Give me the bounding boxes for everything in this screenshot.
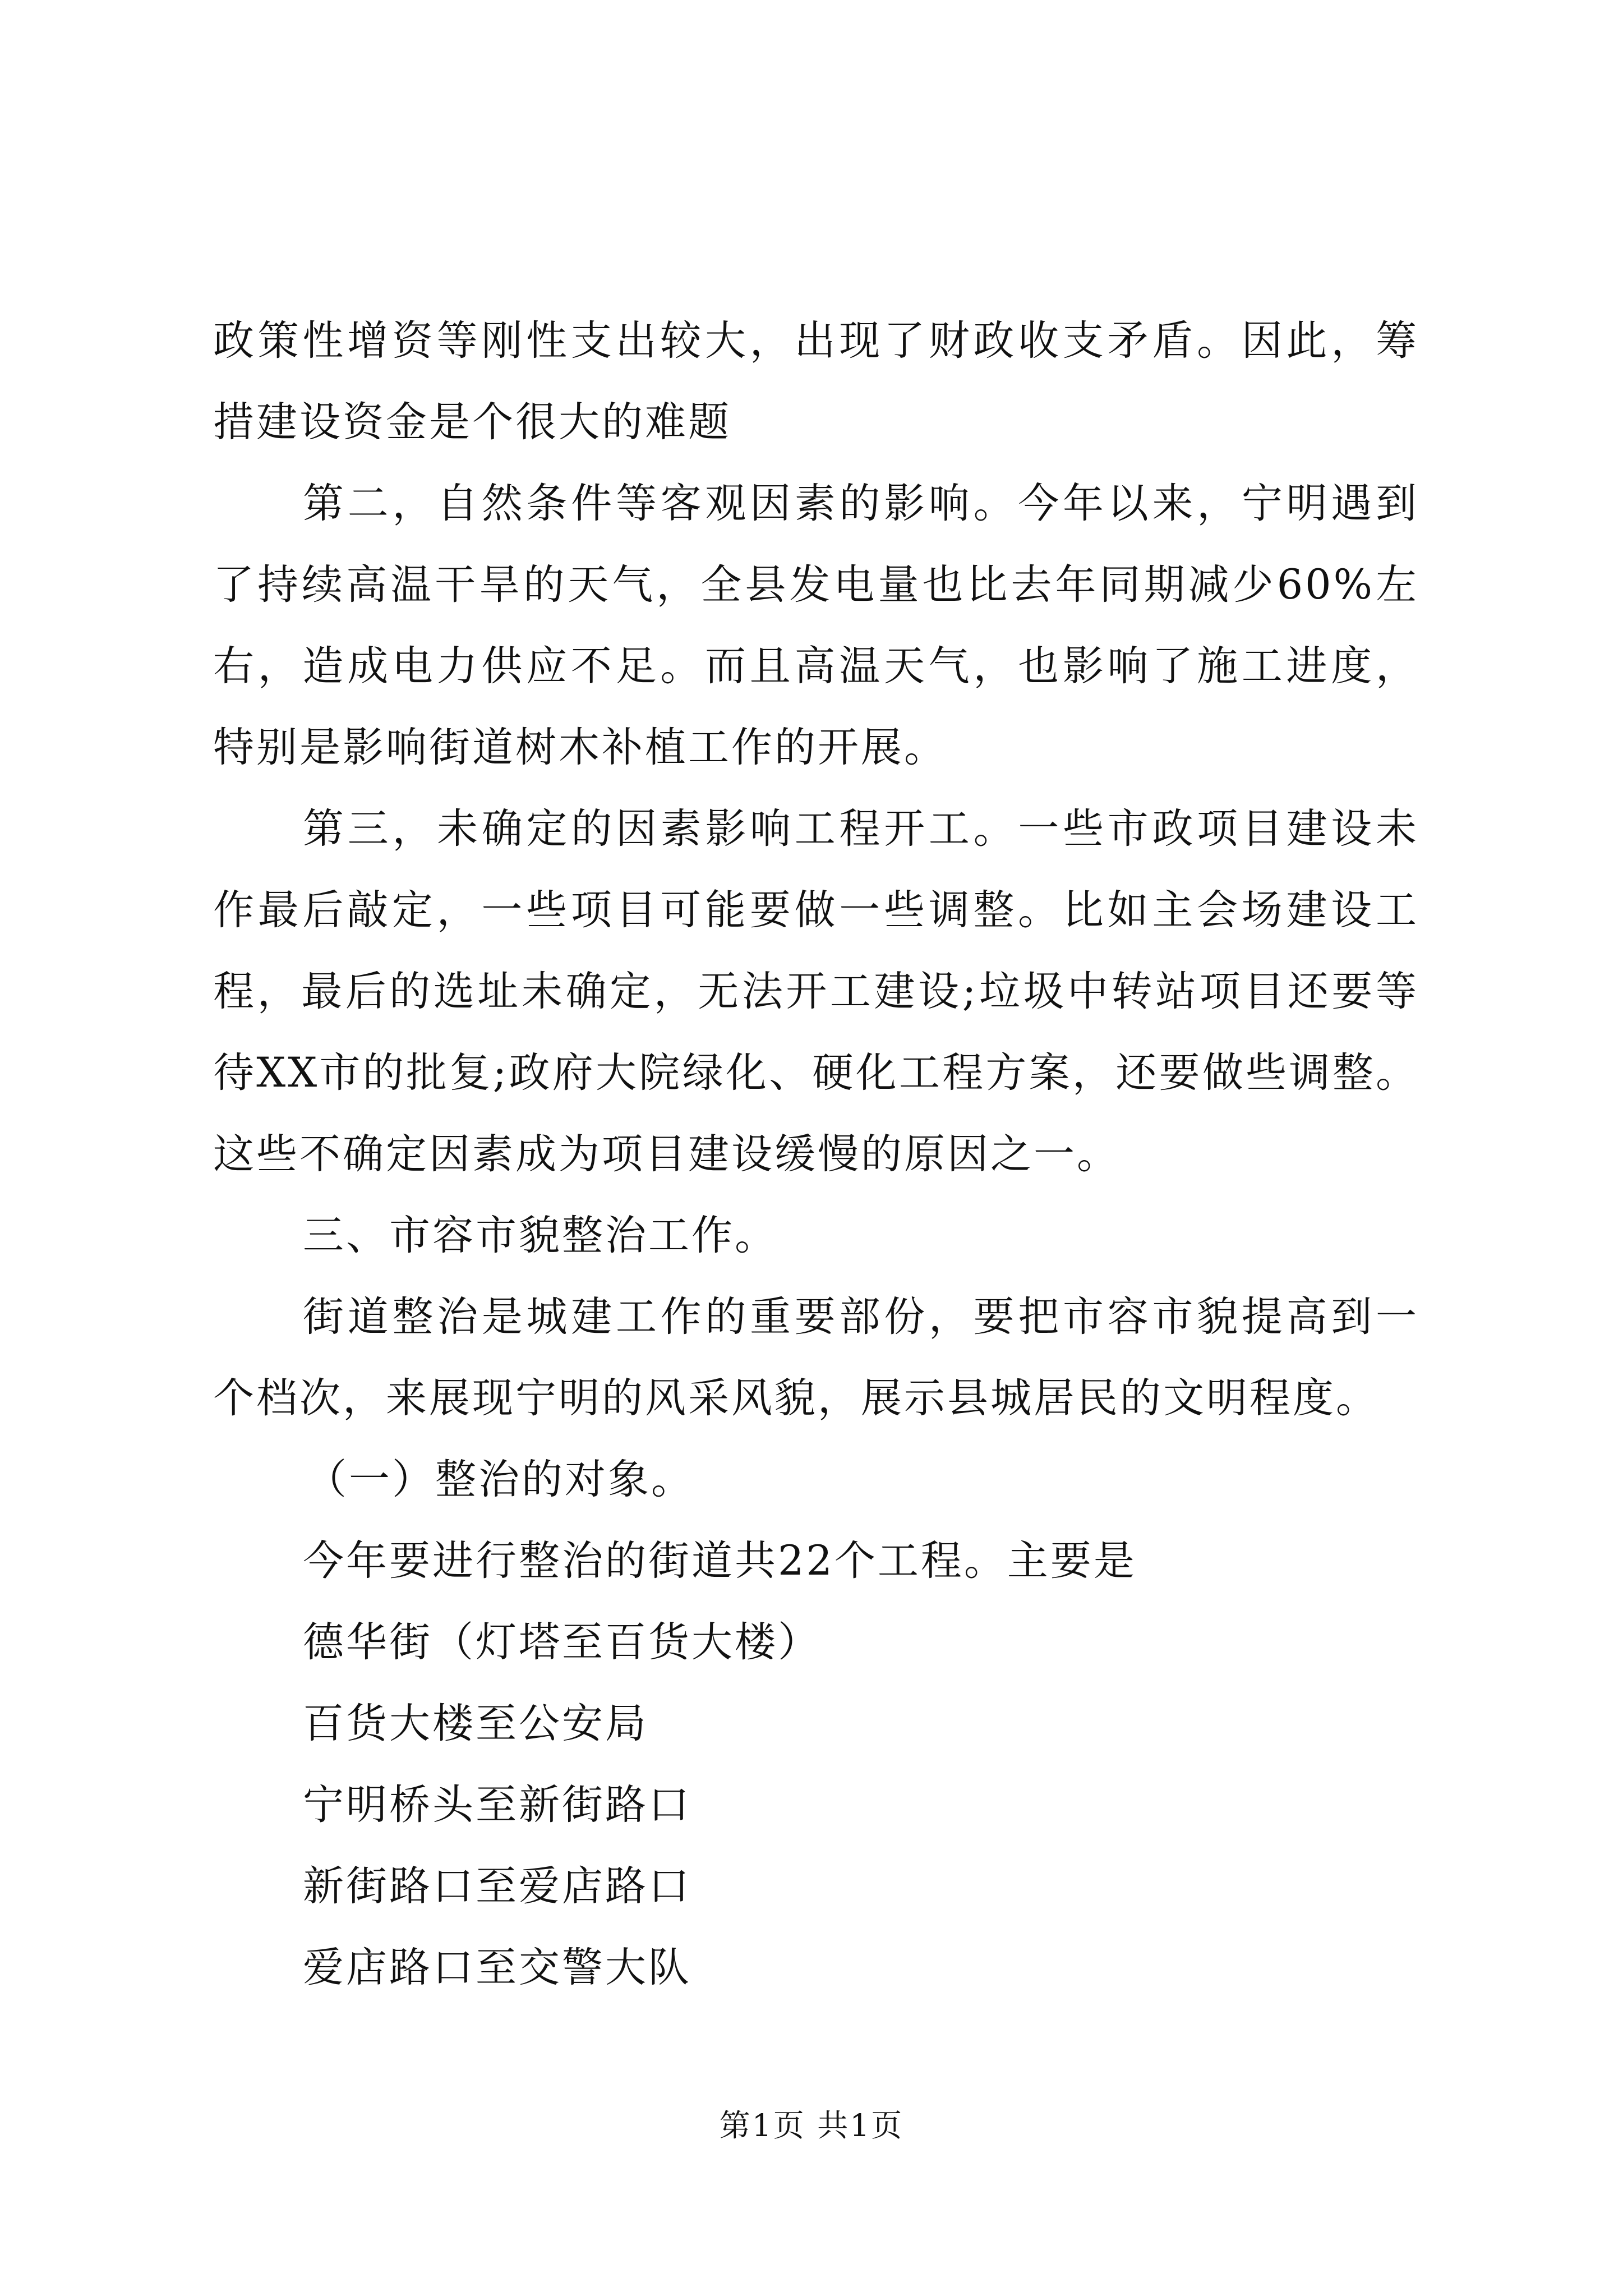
paragraph-continuation: 政策性增资等刚性支出较大，出现了财政收支矛盾。因此，筹措建设资金是个很大的难题 (213, 317, 1419, 446)
subheading-renovation-targets: （一）整治的对象。 (306, 1456, 694, 1503)
list-item: 宁明桥头至新街路口 (303, 1781, 691, 1829)
list-item: 德华街（灯塔至百货大楼） (303, 1618, 821, 1666)
paragraph-second-factor: 第二，自然条件等客观因素的影响。今年以来，宁明遇到了持续高温干旱的天气，全县发电量也比去年同期减少60%左右，造成电力供应不足。而且高温天气，也影响了施工进度，特别是影响街道树木补植工作的开展。 (213, 480, 1419, 771)
list-item: 爱店路口至交警大队 (303, 1944, 691, 1991)
paragraph-project-count: 今年要进行整治的街道共22个工程。主要是 (303, 1537, 1137, 1585)
paragraph-street-renovation: 街道整治是城建工作的重要部份，要把市容市貌提高到一个档次，来展现宁明的风采风貌，展示县城居民的文明程度。 (213, 1293, 1419, 1422)
document-body (213, 300, 1419, 2008)
list-item: 新街路口至爱店路口 (303, 1862, 691, 1910)
page-footer: 第1页 共1页 (719, 2108, 904, 2143)
list-item: 百货大楼至公安局 (303, 1700, 648, 1747)
paragraph-third-factor: 第三，未确定的因素影响工程开工。一些市政项目建设未作最后敲定，一些项目可能要做一些调整。比如主会场建设工程，最后的选址未确定，无法开工建设;垃圾中转站项目还要等待XX市的批复;政府大院绿化、硬化工程方案，还要做些调整。这些不确定因素成为项目建设缓慢的原因之一。 (213, 805, 1419, 1178)
section-heading-city-appearance: 三、市容市貌整治工作。 (303, 1212, 778, 1259)
